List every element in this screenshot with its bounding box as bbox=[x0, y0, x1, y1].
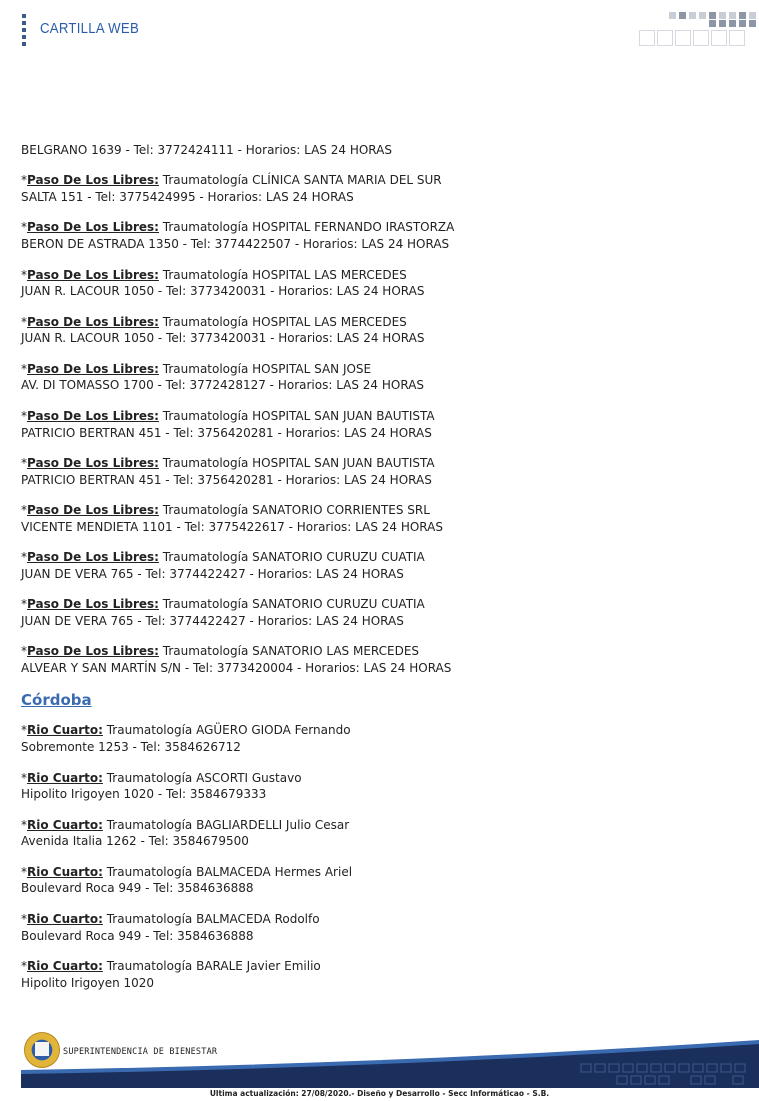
entry-address-line: BELGRANO 1639 - Tel: 3772424111 - Horarios: LAS 24 HORAS bbox=[21, 143, 392, 157]
entry-city: Paso De Los Libres: bbox=[27, 597, 159, 612]
entry-address-line: Hipolito Irigoyen 1020 - Tel: 3584679333 bbox=[21, 787, 267, 802]
directory-entry bbox=[21, 361, 741, 394]
footer-wave-graphic bbox=[21, 1030, 759, 1088]
entry-provider: Traumatología CLÍNICA SANTA MARIA DEL SUR bbox=[158, 173, 442, 188]
entry-provider: Traumatología SANATORIO CURUZU CUATIA bbox=[158, 597, 425, 612]
entry-list bbox=[21, 142, 741, 677]
directory-entry bbox=[21, 911, 741, 944]
entry-city: Paso De Los Libres: bbox=[27, 267, 159, 282]
entry-city: Paso De Los Libres: bbox=[27, 455, 159, 470]
decor-square bbox=[719, 12, 726, 19]
header-decoration bbox=[639, 10, 759, 46]
decor-square bbox=[749, 12, 756, 19]
decor-square bbox=[729, 30, 745, 46]
footer-banner bbox=[21, 1030, 759, 1088]
entry-specialty-line: *Paso De Los Libres: Traumatología HOSPITAL SAN JOSE bbox=[21, 361, 372, 376]
directory-entry bbox=[21, 770, 741, 803]
entry-specialty-line: *Paso De Los Libres: Traumatología HOSPITAL FERNANDO IRASTORZA bbox=[21, 220, 455, 235]
entry-list bbox=[21, 722, 741, 991]
decor-square bbox=[679, 12, 686, 19]
directory-entry bbox=[21, 142, 741, 159]
entry-address-line: AV. DI TOMASSO 1700 - Tel: 3772428127 - Horarios: LAS 24 HORAS bbox=[21, 378, 425, 393]
entry-provider: Traumatología HOSPITAL SAN JUAN BAUTISTA bbox=[158, 455, 435, 470]
decor-square bbox=[657, 30, 673, 46]
entry-city: Paso De Los Libres: bbox=[27, 220, 159, 235]
entry-provider: Traumatología HOSPITAL LAS MERCEDES bbox=[158, 314, 407, 329]
decor-square bbox=[749, 20, 756, 27]
entry-provider: Traumatología ASCORTI Gustavo bbox=[102, 770, 302, 785]
directory-entry bbox=[21, 722, 741, 755]
entry-provider: Traumatología BAGLIARDELLI Julio Cesar bbox=[102, 817, 350, 832]
entry-provider: Traumatología BALMACEDA Hermes Ariel bbox=[102, 864, 353, 879]
region-heading: Córdoba bbox=[21, 691, 92, 710]
entry-specialty-line: *Rio Cuarto: Traumatología BALMACEDA Hermes Ariel bbox=[21, 864, 353, 879]
entry-provider: Traumatología HOSPITAL SAN JOSE bbox=[158, 361, 372, 376]
directory-entry bbox=[21, 958, 741, 991]
directory-entry bbox=[21, 267, 741, 300]
decor-square bbox=[709, 20, 716, 27]
entry-specialty-line: *Rio Cuarto: Traumatología AGÜERO GIODA Fernando bbox=[21, 723, 351, 738]
directory-entry bbox=[21, 643, 741, 676]
decor-square bbox=[693, 30, 709, 46]
decor-square bbox=[729, 12, 736, 19]
institution-seal-icon bbox=[24, 1032, 60, 1068]
entry-address-line: VICENTE MENDIETA 1101 - Tel: 3775422617 - Horarios: LAS 24 HORAS bbox=[21, 519, 443, 534]
entry-address-line: Sobremonte 1253 - Tel: 3584626712 bbox=[21, 740, 241, 755]
decor-square bbox=[675, 30, 691, 46]
directory-content bbox=[21, 142, 741, 1005]
entry-specialty-line: *Paso De Los Libres: Traumatología CLÍNICA SANTA MARIA DEL SUR bbox=[21, 173, 442, 188]
header-accent-bar bbox=[22, 14, 26, 46]
entry-city: Paso De Los Libres: bbox=[27, 361, 159, 376]
entry-specialty-line: *Paso De Los Libres: Traumatología HOSPITAL LAS MERCEDES bbox=[21, 314, 407, 329]
entry-address-line: BERON DE ASTRADA 1350 - Tel: 3774422507 - Horarios: LAS 24 HORAS bbox=[21, 237, 450, 252]
directory-entry bbox=[21, 502, 741, 535]
entry-provider: Traumatología HOSPITAL FERNANDO IRASTORZA bbox=[158, 220, 455, 235]
entry-provider: Traumatología HOSPITAL LAS MERCEDES bbox=[158, 267, 407, 282]
entry-address-line: JUAN R. LACOUR 1050 - Tel: 3773420031 - Horarios: LAS 24 HORAS bbox=[21, 331, 425, 346]
directory-entry bbox=[21, 455, 741, 488]
entry-address-line: PATRICIO BERTRAN 451 - Tel: 3756420281 - Horarios: LAS 24 HORAS bbox=[21, 472, 432, 487]
directory-entry bbox=[21, 219, 741, 252]
entry-city: Rio Cuarto: bbox=[27, 911, 103, 926]
footer-org-name: SUPERINTENDENCIA DE BIENESTAR bbox=[63, 1047, 218, 1057]
entry-provider: Traumatología SANATORIO CURUZU CUATIA bbox=[158, 550, 425, 565]
entry-city: Rio Cuarto: bbox=[27, 958, 103, 973]
entry-specialty-line: *Paso De Los Libres: Traumatología HOSPITAL SAN JUAN BAUTISTA bbox=[21, 455, 435, 470]
entry-address-line: Avenida Italia 1262 - Tel: 3584679500 bbox=[21, 834, 249, 849]
entry-specialty-line: *Rio Cuarto: Traumatología BARALE Javier Emilio bbox=[21, 958, 321, 973]
entry-specialty-line: *Paso De Los Libres: Traumatología HOSPITAL LAS MERCEDES bbox=[21, 267, 407, 282]
decor-square bbox=[739, 12, 746, 19]
entry-address-line: JUAN R. LACOUR 1050 - Tel: 3773420031 - Horarios: LAS 24 HORAS bbox=[21, 284, 425, 299]
entry-provider: Traumatología SANATORIO LAS MERCEDES bbox=[158, 644, 420, 659]
entry-city: Rio Cuarto: bbox=[27, 723, 103, 738]
entry-provider: Traumatología HOSPITAL SAN JUAN BAUTISTA bbox=[158, 408, 435, 423]
decor-square bbox=[639, 30, 655, 46]
entry-address-line: SALTA 151 - Tel: 3775424995 - Horarios: LAS 24 HORAS bbox=[21, 190, 354, 205]
decor-square bbox=[689, 12, 696, 19]
entry-specialty-line: *Rio Cuarto: Traumatología BALMACEDA Rodolfo bbox=[21, 911, 320, 926]
page-title: CARTILLA WEB bbox=[40, 20, 140, 37]
entry-provider: Traumatología BALMACEDA Rodolfo bbox=[102, 911, 320, 926]
decor-square bbox=[711, 30, 727, 46]
entry-address-line: ALVEAR Y SAN MARTÍN S/N - Tel: 3773420004 - Horarios: LAS 24 HORAS bbox=[21, 661, 452, 676]
entry-address-line: JUAN DE VERA 765 - Tel: 3774422427 - Horarios: LAS 24 HORAS bbox=[21, 613, 404, 628]
entry-city: Paso De Los Libres: bbox=[27, 314, 159, 329]
decor-square bbox=[719, 20, 726, 27]
entry-specialty-line: *Paso De Los Libres: Traumatología SANATORIO LAS MERCEDES bbox=[21, 644, 420, 659]
directory-entry bbox=[21, 596, 741, 629]
entry-specialty-line: *Rio Cuarto: Traumatología ASCORTI Gustavo bbox=[21, 770, 302, 785]
entry-specialty-line: *Paso De Los Libres: Traumatología SANATORIO CORRIENTES SRL bbox=[21, 503, 430, 518]
entry-city: Paso De Los Libres: bbox=[27, 173, 159, 188]
entry-city: Paso De Los Libres: bbox=[27, 503, 159, 518]
entry-provider: Traumatología SANATORIO CORRIENTES SRL bbox=[158, 503, 430, 518]
directory-entry bbox=[21, 172, 741, 205]
directory-entry bbox=[21, 864, 741, 897]
directory-entry bbox=[21, 549, 741, 582]
entry-city: Paso De Los Libres: bbox=[27, 644, 159, 659]
entry-address-line: Boulevard Roca 949 - Tel: 3584636888 bbox=[21, 928, 254, 943]
entry-provider: Traumatología BARALE Javier Emilio bbox=[102, 958, 321, 973]
entry-address-line: Boulevard Roca 949 - Tel: 3584636888 bbox=[21, 881, 254, 896]
footer-update-note: Ultima actualización: 27/08/2020.- Diseño y Desarrollo - Secc Informáticao - S.B. bbox=[209, 1089, 550, 1098]
entry-city: Rio Cuarto: bbox=[27, 770, 103, 785]
decor-square bbox=[669, 12, 676, 19]
entry-specialty-line: *Paso De Los Libres: Traumatología SANATORIO CURUZU CUATIA bbox=[21, 597, 425, 612]
entry-city: Rio Cuarto: bbox=[27, 864, 103, 879]
entry-address-line: PATRICIO BERTRAN 451 - Tel: 3756420281 - Horarios: LAS 24 HORAS bbox=[21, 425, 432, 440]
decor-square bbox=[699, 12, 706, 19]
entry-address-line: Hipolito Irigoyen 1020 bbox=[21, 975, 155, 990]
entry-specialty-line: *Paso De Los Libres: Traumatología SANATORIO CURUZU CUATIA bbox=[21, 550, 425, 565]
entry-city: Rio Cuarto: bbox=[27, 817, 103, 832]
decor-square bbox=[729, 20, 736, 27]
decor-square bbox=[709, 12, 716, 19]
entry-provider: Traumatología AGÜERO GIODA Fernando bbox=[102, 723, 351, 738]
entry-city: Paso De Los Libres: bbox=[27, 550, 159, 565]
entry-specialty-line: *Rio Cuarto: Traumatología BAGLIARDELLI Julio Cesar bbox=[21, 817, 350, 832]
directory-entry bbox=[21, 817, 741, 850]
entry-specialty-line: *Paso De Los Libres: Traumatología HOSPITAL SAN JUAN BAUTISTA bbox=[21, 408, 435, 423]
directory-entry bbox=[21, 314, 741, 347]
directory-entry bbox=[21, 408, 741, 441]
entry-city: Paso De Los Libres: bbox=[27, 408, 159, 423]
entry-address-line: JUAN DE VERA 765 - Tel: 3774422427 - Horarios: LAS 24 HORAS bbox=[21, 566, 404, 581]
decor-square bbox=[739, 20, 746, 27]
